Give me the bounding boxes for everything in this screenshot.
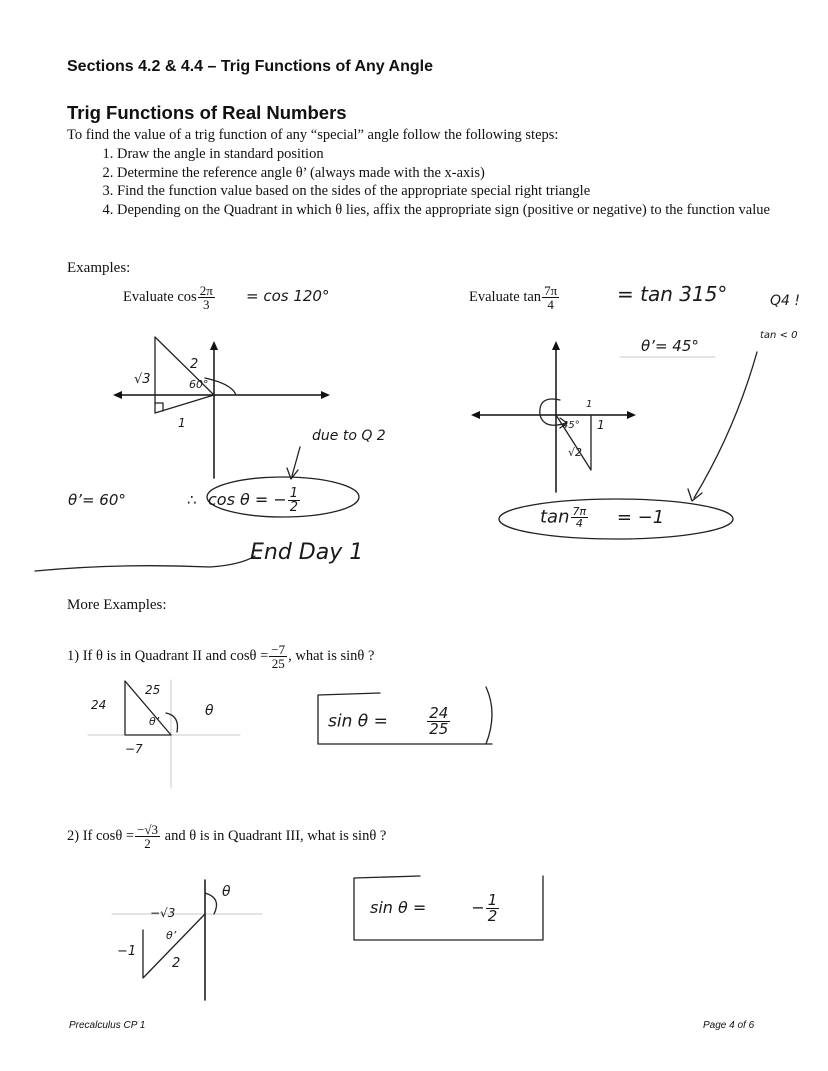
example1-numerator: 2π	[199, 283, 213, 298]
q1-theta: θ	[205, 703, 214, 719]
q1-theta-ref: θ’	[149, 715, 160, 728]
ex1-answer-den: 2	[289, 500, 299, 515]
page-header: Sections 4.2 & 4.4 – Trig Functions of Any Angle	[67, 58, 433, 75]
more-examples-label: More Examples:	[67, 597, 167, 613]
ex1-right-angle-mark	[155, 403, 163, 411]
ex2-answer-fraction	[571, 506, 589, 529]
ex2-tan-315: = tan 315°	[617, 282, 728, 306]
q1-answer-num: 24	[429, 704, 449, 722]
ex1-x-arrow-right	[321, 391, 330, 399]
q2-side-neg1: −1	[117, 944, 137, 959]
ex1-answer-lhs: cos θ =	[208, 490, 269, 509]
section-subtitle: Trig Functions of Real Numbers	[67, 102, 347, 123]
ex2-tan-sign-note: tan < 0	[760, 330, 798, 341]
question1-denominator: 25	[271, 656, 285, 671]
q1-answer	[328, 706, 451, 737]
q2-answer-den: 2	[487, 907, 498, 925]
ex1-angle-arc	[205, 378, 236, 395]
q1-side-24: 24	[91, 698, 107, 712]
q1-answer-lhs: sin θ =	[328, 711, 388, 732]
ex1-angle-60: 60°	[189, 378, 209, 391]
question1-prefix: 1) If θ is in Quadrant II and cosθ =	[67, 647, 269, 664]
ex2-answer	[540, 506, 664, 529]
q2-theta-arc	[205, 893, 217, 914]
q2-answer-fraction	[486, 893, 500, 924]
ex2-side-root2: √2	[568, 446, 583, 459]
q2-theta-ref: θ’	[166, 929, 177, 942]
ex1-cos-120: = cos 120°	[246, 287, 330, 305]
ex1-side-1: 1	[178, 416, 186, 430]
question1-numerator: −7	[271, 642, 286, 657]
q1-theta-arc	[166, 713, 178, 732]
step-item: 2. Determine the reference angle θ’ (always made with the x-axis)	[117, 164, 807, 183]
ex2-side-1a: 1	[586, 399, 593, 410]
example1-denominator: 3	[202, 297, 210, 312]
ex2-angle-45: 45°	[562, 420, 580, 431]
q2-answer-num: 1	[487, 891, 498, 909]
question2-denominator: 2	[144, 836, 151, 851]
ex2-x-arrow-right	[627, 411, 636, 419]
q1-side-neg7: −7	[125, 742, 143, 756]
ex1-answer-fraction	[288, 487, 300, 514]
question2-numerator: −√3	[137, 822, 159, 837]
ex1-answer	[208, 487, 301, 514]
ex1-answer-sign: −	[273, 490, 287, 509]
examples-label: Examples:	[67, 260, 131, 276]
example2-denominator: 4	[547, 297, 554, 312]
ex1-end-day-line	[35, 556, 255, 571]
q2-answer-sign: −	[471, 898, 485, 917]
step-item: 3. Find the function value based on the sides of the appropriate special right triangle	[117, 182, 807, 201]
ex2-answer-lhs: tan	[540, 506, 570, 528]
ex1-triangle	[155, 337, 214, 413]
ex1-ref-angle: θ’= 60°	[68, 491, 126, 509]
example2-prefix: Evaluate tan	[469, 288, 542, 305]
ex2-annotation-arrowhead	[688, 489, 702, 501]
q2-answer-lhs: sin θ =	[370, 898, 427, 917]
ex2-quadrant-note: Q4 !	[770, 293, 800, 309]
ex1-answer-num: 1	[289, 486, 299, 501]
ex1-y-arrow-up	[210, 341, 218, 350]
ex1-due-to-q2: due to Q 2	[312, 428, 386, 444]
question2-prefix: 2) If cosθ =	[67, 827, 135, 844]
question1-suffix: , what is sinθ ?	[288, 647, 375, 664]
q2-answer	[370, 893, 500, 924]
q1-answer-fraction	[427, 706, 450, 737]
ex2-answer-rhs: = −1	[616, 506, 665, 528]
ex2-ref-angle: θ’= 45°	[641, 337, 699, 355]
step-item: 4. Depending on the Quadrant in which θ lies, affix the appropriate sign (positive or negative) to the function value	[117, 201, 807, 220]
footer-page-number: Page 4 of 6	[703, 1020, 755, 1031]
ex2-answer-den: 4	[575, 517, 583, 530]
q2-side-neg-root3: −√3	[150, 906, 176, 920]
intro-text: To find the value of a trig function of any “special” angle follow the following steps:	[67, 127, 559, 143]
step-item: 1. Draw the angle in standard position	[117, 145, 807, 164]
footer-course: Precalculus CP 1	[69, 1020, 146, 1031]
ex1-side-root3: √3	[134, 372, 151, 387]
q1-answer-bracket	[486, 687, 492, 744]
ex2-x-arrow-left	[471, 411, 480, 419]
ex2-answer-num: 7π	[572, 505, 587, 518]
q2-theta: θ	[222, 884, 231, 900]
q2-side-2: 2	[172, 956, 181, 971]
end-day-note: End Day 1	[250, 540, 364, 565]
ex1-side-2: 2	[190, 357, 199, 372]
question2-suffix: and θ is in Quadrant III, what is sinθ ?	[164, 827, 387, 844]
q1-answer-den: 25	[429, 720, 449, 738]
ex1-x-arrow-left	[113, 391, 122, 399]
example1-prefix: Evaluate cos	[123, 288, 197, 305]
ex2-annotation-arrow	[694, 352, 757, 498]
q1-side-25: 25	[145, 683, 161, 697]
ex1-therefore: ∴	[187, 491, 197, 509]
ex2-side-1b: 1	[597, 418, 605, 432]
example2-numerator: 7π	[544, 283, 558, 298]
ex2-y-arrow-up	[552, 341, 560, 350]
